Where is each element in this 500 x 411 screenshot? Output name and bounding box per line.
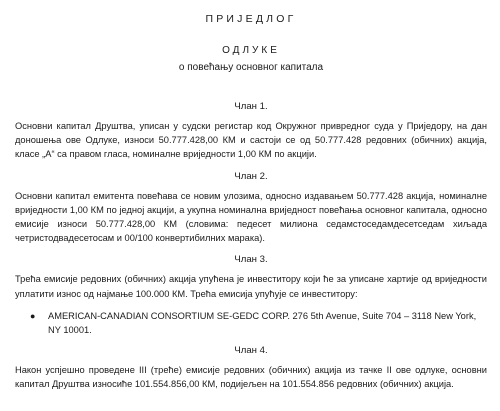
- article-1-title: Члан 1.: [234, 101, 268, 112]
- article-3-text: Трећа емисије редовних (обичних) акција упућена је инвеститору који ће за уписане хартије од вриједности уплатити износ од најмање 100.000 КМ. Трећа емисија упућује се инвеститору:: [15, 274, 487, 299]
- article-4-text: Након успјешно проведене III (треће) емисије редовних (обичних) акција из тачке II ове одлуке, основни капитал Друштва износиће 101.554.856,00 КМ, подијељен на 101.554.856 редовних (обичних) акција.: [15, 364, 487, 390]
- document-subtitle: о повећању основног капитала: [178, 62, 324, 73]
- investor-list-item: [15, 309, 487, 337]
- bullet-icon: ●: [30, 310, 36, 321]
- article-2-text: Основни капитал емитента повећава се новим улозима, односно издавањем 50.777.428 акција, номиналне вриједности 1,00 КМ по једној акцији, а укупна номинална вриједност повећања основног капитала, односно емисије износи 50.777.428,00 КМ (словима: педесет милиона седамстоседамдесетседам хиљада четристодвадесетосам и 00/100 конвертибилних марака).: [15, 190, 487, 244]
- article-2-title: Члан 2.: [234, 170, 268, 182]
- investor-name-address: AMERICAN-CANADIAN CONSORTIUM SE-GEDC CORP. 276 5th Avenue, Suite 704 – 3118 New York, NY 10001.: [48, 310, 477, 335]
- document-heading-decision: ОДЛУКЕ: [222, 45, 280, 56]
- article-1-text: Основни капитал Друштва, уписан у судски регистар код Окружног привредног суда у Приједору, на дан доношења ове Одлуке, износи 50.777.428,00 КМ и састоји се од 50.777.428 редовних (обичних) акција, класе „А“ са правом гласа, номиналне вриједности 1,00 КМ по акцији.: [15, 121, 487, 160]
- document-heading-proposal: ПРИЈЕДЛОГ: [205, 13, 297, 25]
- article-4-title: Члан 4.: [234, 344, 268, 356]
- article-3-title: Члан 3.: [234, 254, 268, 266]
